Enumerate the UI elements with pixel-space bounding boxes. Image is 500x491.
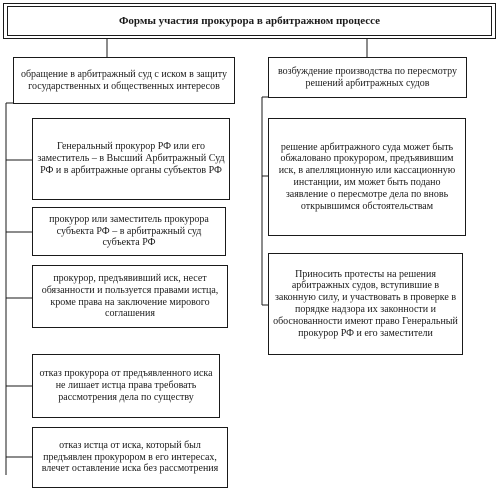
- left-item-4: отказ прокурора от предъявленного иска не лишает истца права требовать рассмотрения дела по существу: [32, 354, 220, 418]
- right-header-box: возбуждение производства по пересмотру решений арбитражных судов: [268, 57, 467, 98]
- left-header-box: обращение в арбитражный суд с иском в защиту государственных и общественных интересов: [13, 57, 235, 104]
- right-item-2: Приносить протесты на решения арбитражных судов, вступившие в законную силу, и участвовать в проверке в порядке надзора их законности и обоснованности имеют право Генеральный прокурор РФ и его заместители: [268, 253, 463, 355]
- left-item-2: прокурор или заместитель прокурора субъекта РФ – в арбитражный суд субъекта РФ: [32, 207, 226, 256]
- right-item-1: решение арбитражного суда может быть обжаловано прокурором, предъявившим иск, в апелляционную или кассационную инстанции, им может быть подано заявление о пересмотре дела по вновь открывшимся обстоятельствам: [268, 118, 466, 236]
- left-item-3: прокурор, предъявивший иск, несет обязанности и пользуется правами истца, кроме права на заключение мирового соглашения: [32, 265, 228, 328]
- left-item-1: Генеральный прокурор РФ или его заместитель – в Высший Арбитражный Суд РФ и в арбитражные органы субъектов РФ: [32, 118, 230, 200]
- diagram-title: Формы участия прокурора в арбитражном процессе: [7, 6, 492, 36]
- left-item-5: отказ истца от иска, который был предъявлен прокурором в его интересах, влечет оставление иска без рассмотрения: [32, 427, 228, 488]
